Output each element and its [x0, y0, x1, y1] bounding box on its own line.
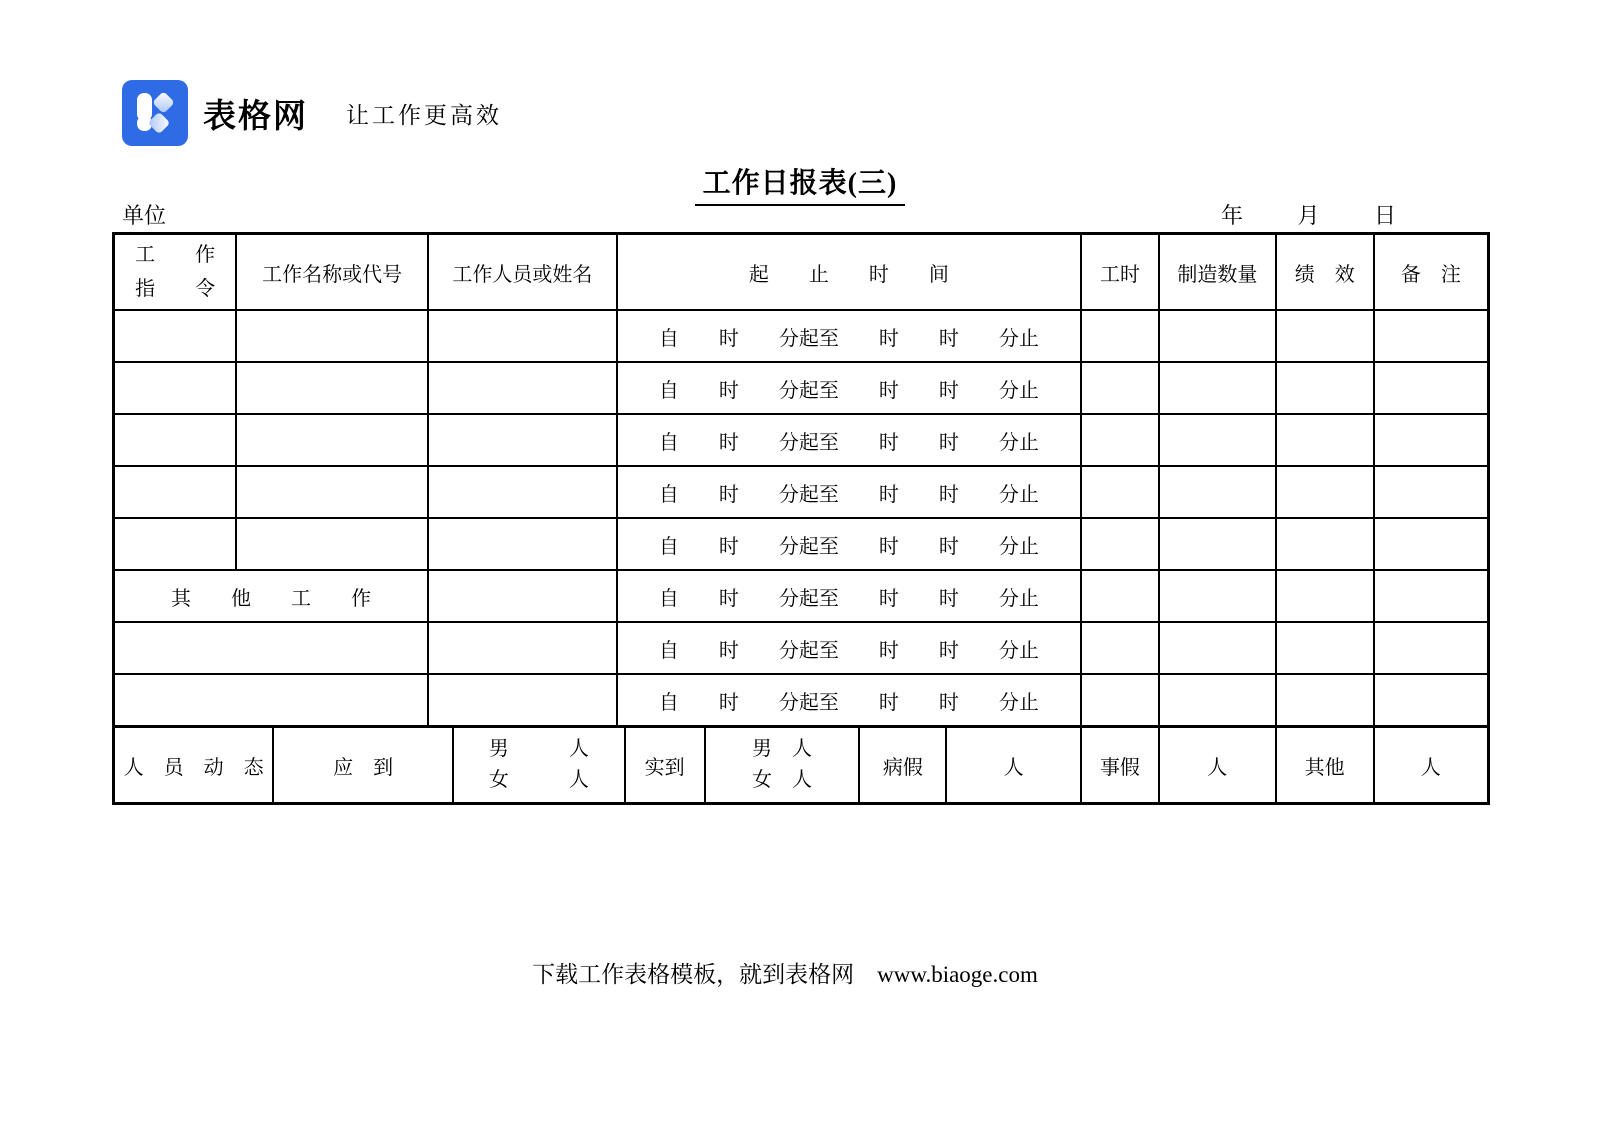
meta-row: [122, 199, 1490, 230]
remarks-cell: [1374, 362, 1489, 414]
col-header-hours: 工时: [1081, 234, 1159, 311]
col-header-quantity: 制造数量: [1159, 234, 1276, 311]
worker-name-cell: [428, 310, 617, 362]
col-header-performance: 绩 效: [1276, 234, 1374, 311]
time-range-cell: 自 时 分起至 时 时 分止: [617, 622, 1081, 674]
performance-cell: [1276, 466, 1374, 518]
quantity-cell: [1159, 570, 1276, 622]
remarks-cell: [1374, 570, 1489, 622]
table-header-row: [114, 234, 1489, 311]
worker-name-cell: [428, 362, 617, 414]
personnel-status-label: 人 员 动 态: [114, 727, 274, 804]
time-range-cell: 自 时 分起至 时 时 分止: [617, 414, 1081, 466]
personnel-summary-table: [112, 725, 1490, 805]
time-range-cell: 自 时 分起至 时 时 分止: [617, 570, 1081, 622]
remarks-cell: [1374, 310, 1489, 362]
personal-leave-count-cell: 人: [1159, 727, 1276, 804]
day-label: 日: [1373, 203, 1396, 228]
personnel-summary-row: [114, 727, 1489, 804]
work-name-cell: [236, 518, 428, 570]
col-header-time-range: 起 止 时 间: [617, 234, 1081, 311]
hours-cell: [1081, 674, 1159, 725]
work-order-cell: [114, 310, 237, 362]
footer-text: 下载工作表格模板，就到表格网 www.biaoge.com: [532, 962, 1038, 987]
main-table: [112, 232, 1490, 725]
table-row: [114, 466, 1489, 518]
remarks-cell: [1374, 674, 1489, 725]
other-work-cell: [114, 674, 428, 725]
performance-cell: [1276, 570, 1374, 622]
other-work-cell: [114, 622, 428, 674]
hours-cell: [1081, 466, 1159, 518]
other-work-row: [114, 570, 1489, 622]
sick-leave-label: 病假: [859, 727, 946, 804]
worker-name-cell: [428, 414, 617, 466]
work-name-cell: [236, 466, 428, 518]
col-header-remarks: 备 注: [1374, 234, 1489, 311]
table-row: [114, 414, 1489, 466]
remarks-cell: [1374, 414, 1489, 466]
expected-male-female-cell: 男 人 女 人: [453, 727, 625, 804]
page-title-text: 工作日报表(三): [695, 161, 906, 206]
quantity-cell: [1159, 310, 1276, 362]
time-range-cell: 自 时 分起至 时 时 分止: [617, 518, 1081, 570]
performance-cell: [1276, 362, 1374, 414]
worker-name-cell: [428, 570, 617, 622]
remarks-cell: [1374, 518, 1489, 570]
year-label: 年: [1220, 203, 1243, 228]
col-header-work-name: 工作名称或代号: [236, 234, 428, 311]
quantity-cell: [1159, 518, 1276, 570]
other-work-row: [114, 622, 1489, 674]
time-range-cell: 自 时 分起至 时 时 分止: [617, 362, 1081, 414]
other-work-row: [114, 674, 1489, 725]
actual-count-label: 实到: [625, 727, 705, 804]
quantity-cell: [1159, 466, 1276, 518]
date-group: [1172, 199, 1396, 230]
unit-label: 单位: [122, 203, 167, 228]
hours-cell: [1081, 570, 1159, 622]
table-row: [114, 310, 1489, 362]
hours-cell: [1081, 414, 1159, 466]
performance-cell: [1276, 310, 1374, 362]
brand-tagline: 让工作更高效: [346, 102, 502, 128]
sick-leave-count-cell: 人: [946, 727, 1081, 804]
hours-cell: [1081, 362, 1159, 414]
quantity-cell: [1159, 362, 1276, 414]
work-order-cell: [114, 414, 237, 466]
table-row: [114, 518, 1489, 570]
col-header-worker-name: 工作人员或姓名: [428, 234, 617, 311]
table-row: [114, 362, 1489, 414]
other-work-label-cell: 其 他 工 作: [114, 570, 428, 622]
work-order-cell: [114, 362, 237, 414]
expected-count-label: 应 到: [273, 727, 453, 804]
worker-name-cell: [428, 518, 617, 570]
hours-cell: [1081, 622, 1159, 674]
hours-cell: [1081, 518, 1159, 570]
work-name-cell: [236, 414, 428, 466]
worker-name-cell: [428, 622, 617, 674]
quantity-cell: [1159, 622, 1276, 674]
performance-cell: [1276, 414, 1374, 466]
hours-cell: [1081, 310, 1159, 362]
col-header-work-order: 工 作 指 令: [114, 234, 237, 311]
other-leave-label: 其他: [1276, 727, 1374, 804]
biaoge-logo-icon: [122, 80, 188, 146]
quantity-cell: [1159, 414, 1276, 466]
performance-cell: [1276, 622, 1374, 674]
performance-cell: [1276, 674, 1374, 725]
brand-name: 表格网: [203, 98, 308, 135]
performance-cell: [1276, 518, 1374, 570]
time-range-cell: 自 时 分起至 时 时 分止: [617, 674, 1081, 725]
remarks-cell: [1374, 622, 1489, 674]
brand-header: [122, 80, 502, 146]
time-range-cell: 自 时 分起至 时 时 分止: [617, 466, 1081, 518]
work-order-cell: [114, 518, 237, 570]
time-range-cell: 自 时 分起至 时 时 分止: [617, 310, 1081, 362]
quantity-cell: [1159, 674, 1276, 725]
work-name-cell: [236, 310, 428, 362]
other-leave-count-cell: 人: [1374, 727, 1489, 804]
work-order-cell: [114, 466, 237, 518]
actual-male-female-cell: 男 人 女 人: [705, 727, 860, 804]
remarks-cell: [1374, 466, 1489, 518]
personal-leave-label: 事假: [1081, 727, 1159, 804]
daily-report-form: [112, 232, 1490, 805]
worker-name-cell: [428, 466, 617, 518]
month-label: 月: [1297, 203, 1320, 228]
worker-name-cell: [428, 674, 617, 725]
work-name-cell: [236, 362, 428, 414]
